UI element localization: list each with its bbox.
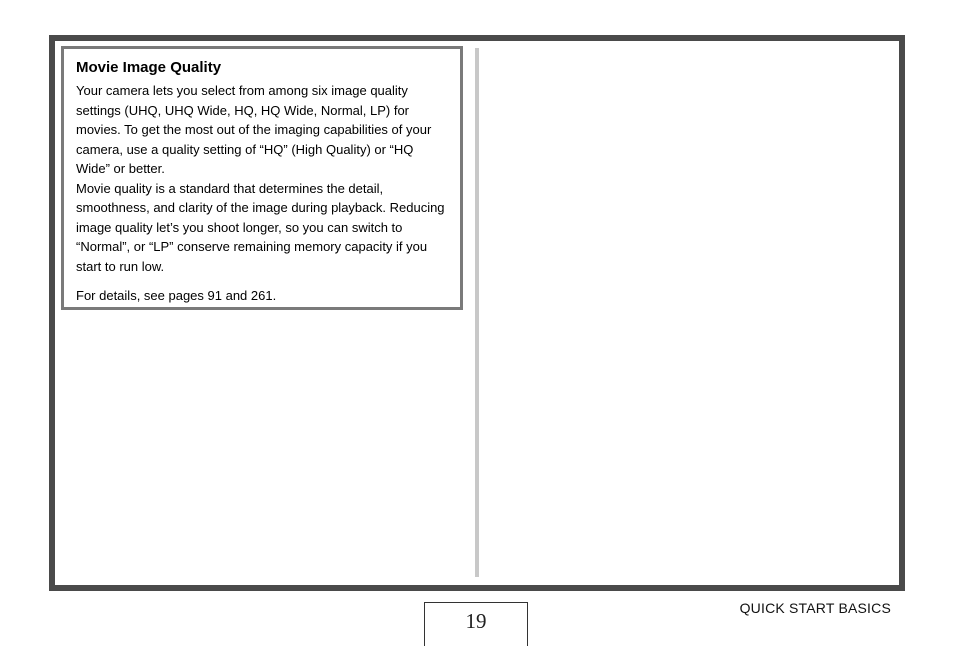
page-number: 19: [465, 609, 487, 633]
note-title: Movie Image Quality: [76, 59, 222, 76]
page-number-box: [424, 602, 528, 646]
column-divider: [475, 48, 479, 577]
section-label: QUICK START BASICS: [739, 600, 891, 616]
note-body: [76, 81, 448, 276]
note-details-reference: For details, see pages 91 and 261.: [76, 288, 277, 303]
note-paragraph: Movie quality is a standard that determines the detail, smoothness, and clarity of the image during playback. Reducing image quality let’s you shoot longer, so you can switch to “Normal”, or “LP” conserve remaining memory capacity if you start to run low.: [76, 180, 445, 274]
movie-quality-note-box: [61, 46, 463, 310]
note-paragraph: Your camera lets you select from among six image quality settings (UHQ, UHQ Wide, HQ, HQ Wide, Normal, LP) for movies. To get the most out of the imaging capabilities of your camera, use a quality setting of “HQ” (High Quality) or “HQ Wide” or better.: [76, 83, 432, 176]
